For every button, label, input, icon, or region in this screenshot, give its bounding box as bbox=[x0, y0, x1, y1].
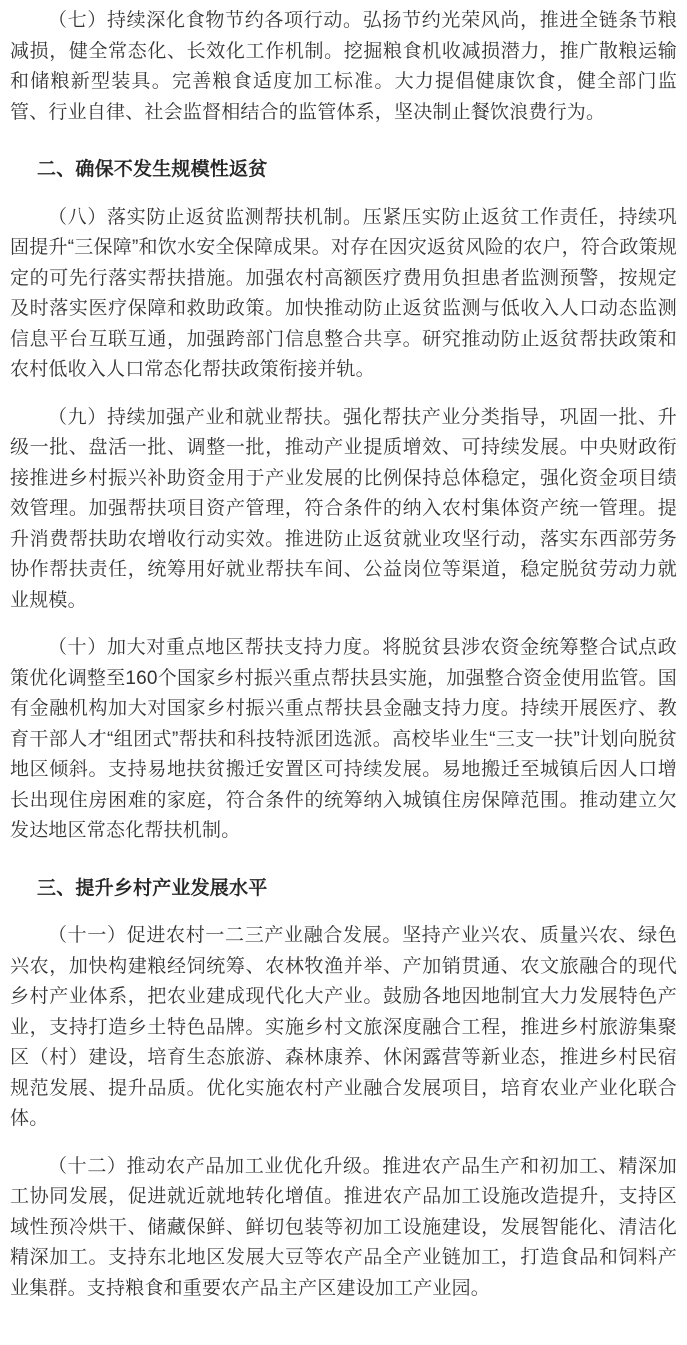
paragraph-item-10: （十）加大对重点地区帮扶支持力度。将脱贫县涉农资金统筹整合试点政策优化调整至160个国家乡村振兴重点帮扶县实施，加强整合资金使用监管。国有金融机构加大对国家乡村振兴重点帮扶县金融支持力度。持续开展医疗、教育干部人才“组团式”帮扶和科技特派团选派。高校毕业生“三支一扶”计划向脱贫地区倾斜。支持易地扶贫搬迁安置区可持续发展。易地搬迁至城镇后因人口增长出现住房困难的家庭，符合条件的统筹纳入城镇住房保障范围。推动建立欠发达地区常态化帮扶机制。 bbox=[10, 637, 677, 841]
paragraph-item-8: （八）落实防止返贫监测帮扶机制。压紧压实防止返贫工作责任，持续巩固提升“三保障”和饮水安全保障成果。对存在因灾返贫风险的农户，符合政策规定的可先行落实帮扶措施。加强农村高额医疗费用负担患者监测预警，按规定及时落实医疗保障和救助政策。加快推动防止返贫监测与低收入人口动态监测信息平台互联互通，加强跨部门信息整合共享。研究推动防止返贫帮扶政策和农村低收入人口常态化帮扶政策衔接并轨。 bbox=[10, 206, 677, 380]
section-heading-3: 三、提升乡村产业发展水平 bbox=[37, 877, 268, 899]
section-heading-2: 二、确保不发生规模性返贫 bbox=[37, 159, 268, 180]
paragraph-item-11: （十一）促进农村一二三产业融合发展。坚持产业兴农、质量兴农、绿色兴农，加快构建粮经饲统筹、农林牧渔并举、产加销贯通、农文旅融合的现代乡村产业体系，把农业建成现代化大产业。鼓励各地因地制宜大力发展特色产业，支持打造乡土特色品牌。实施乡村文旅深度融合工程，推进乡村旅游集聚区（村）建设，培育生态旅游、森林康养、休闲露营等新业态，推进乡村民宿规范发展、提升品质。优化实施农村产业融合发展项目，培育农业产业化联合体。 bbox=[10, 925, 677, 1129]
paragraph-item-9: （九）持续加强产业和就业帮扶。强化帮扶产业分类指导，巩固一批、升级一批、盘活一批、调整一批，推动产业提质增效、可持续发展。中央财政衔接推进乡村振兴补助资金用于产业发展的比例保持总体稳定，强化资金项目绩效管理。加强帮扶项目资产管理，符合条件的纳入农村集体资产统一管理。提升消费帮扶助农增收行动实效。推进防止返贫就业攻坚行动，落实东西部劳务协作帮扶责任，统筹用好就业帮扶车间、公益岗位等渠道，稳定脱贫劳动力就业规模。 bbox=[10, 406, 677, 611]
paragraph-item-7: （七）持续深化食物节约各项行动。弘扬节约光荣风尚，推进全链条节粮减损，健全常态化、长效化工作机制。挖掘粮食机收减损潜力，推广散粮运输和储粮新型装具。完善粮食适度加工标准。大力提倡健康饮食，健全部门监管、行业自律、社会监督相结合的监管体系，坚决制止餐饮浪费行为。 bbox=[10, 10, 677, 123]
paragraph-item-12: （十二）推动农产品加工业优化升级。推进农产品生产和初加工、精深加工协同发展，促进就近就地转化增值。推进农产品加工设施改造提升，支持区域性预冷烘干、储藏保鲜、鲜切包装等初加工设施建设，发展智能化、清洁化精深加工。支持东北地区发展大豆等农产品全产业链加工，打造食品和饲料产业集群。支持粮食和重要农产品主产区建设加工产业园。 bbox=[10, 1155, 677, 1299]
